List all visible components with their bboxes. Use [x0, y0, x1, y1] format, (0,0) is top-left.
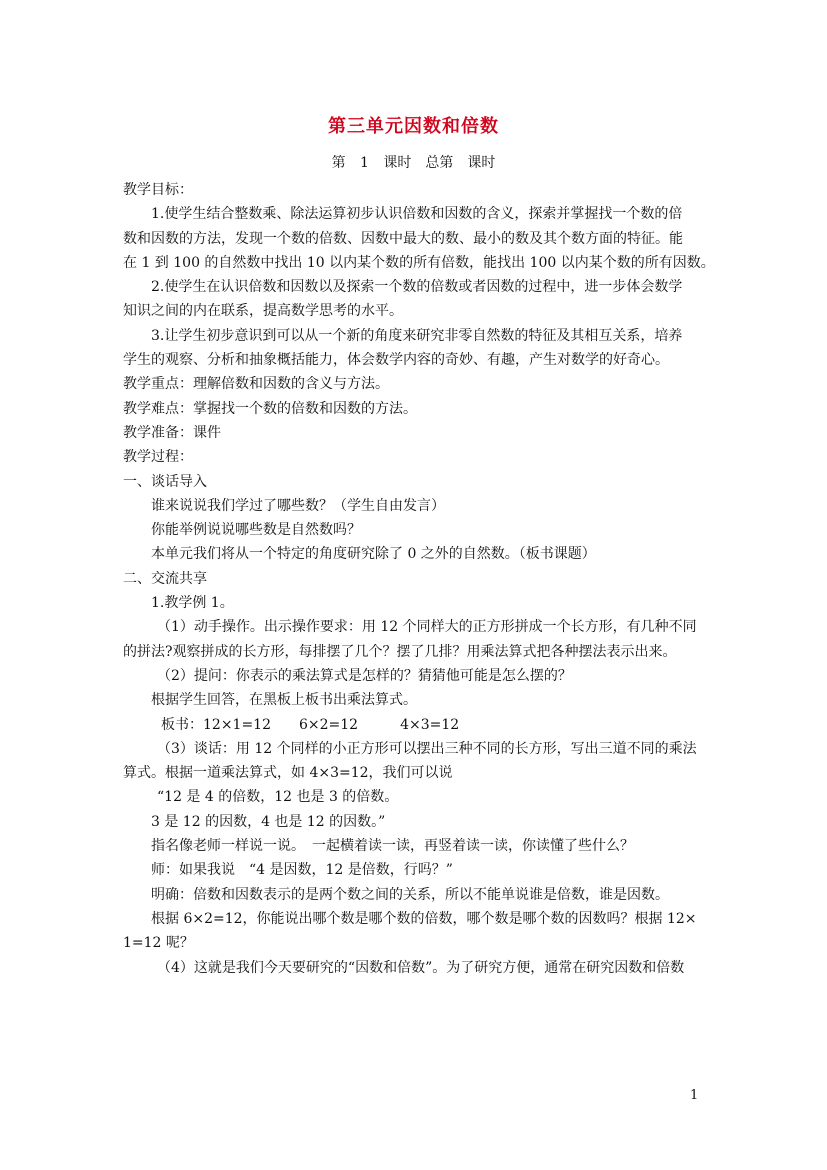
paragraph-line: 你能举例说说哪些数是自然数吗？ [151, 522, 361, 539]
paragraph-line: 师：如果我说 “4 是因数，12 是倍数，行吗？” [151, 862, 453, 879]
page-title: 第三单元因数和倍数 [328, 116, 499, 137]
section-heading: 教学难点：掌握找一个数的倍数和因数的方法。 [123, 400, 417, 417]
paragraph-line: 在 1 到 100 的自然数中找出 10 以内某个数的所有倍数，能找出 100 以内某个数的所有因数。 [123, 254, 715, 271]
paragraph-line: 根据学生回答，在黑板上板书出乘法算式。 [151, 692, 417, 709]
section-heading: 二、交流共享 [123, 570, 207, 587]
section-heading: 教学过程： [123, 449, 193, 466]
section-heading: 教学准备：课件 [123, 424, 221, 441]
paragraph-line: 2.使学生在认识倍数和因数以及探索一个数的倍数或者因数的过程中，进一步体会数学 [151, 279, 683, 296]
paragraph-line: 明确：倍数和因数表示的是两个数之间的关系，所以不能单说谁是倍数，谁是因数。 [151, 886, 669, 903]
paragraph-line: 1.教学例 1。 [151, 595, 234, 612]
paragraph-line: 3.让学生初步意识到可以从一个新的角度来研究非零自然数的特征及其相互关系，培养 [151, 327, 683, 344]
lesson-info: 第 1 课时 总第 课时 [331, 155, 496, 171]
quote-line: 3 是 12 的因数，4 也是 12 的因数。” [151, 813, 386, 830]
board-writing: 板书：12×1=12 6×2=12 4×3=12 [161, 716, 460, 733]
paragraph-line: （2）提问：你表示的乘法算式是怎样的？猜猜他可能是怎么摆的？ [157, 667, 572, 684]
paragraph-line: 根据 6×2=12，你能说出哪个数是哪个数的倍数，哪个数是哪个数的因数吗？根据 12× [151, 910, 697, 927]
paragraph-line: （1）动手操作。出示操作要求：用 12 个同样大的正方形拼成一个长方形，有几种不同 [157, 619, 697, 636]
paragraph-line: 1=12 呢？ [123, 935, 194, 952]
paragraph-line: 指名像老师一样说一说。 一起横着读一读，再竖着读一读，你读懂了些什么？ [151, 838, 634, 855]
paragraph-line: 谁来说说我们学过了哪些数？（学生自由发言） [151, 497, 445, 514]
paragraph-line: （4）这就是我们今天要研究的“因数和倍数”。为了研究方便，通常在研究因数和倍数 [157, 959, 685, 976]
paragraph-line: 本单元我们将从一个特定的角度研究除了 0 之外的自然数。（板书课题） [151, 546, 596, 563]
paragraph-line: 1.使学生结合整数乘、除法运算初步认识倍数和因数的含义，探索并掌握找一个数的倍 [151, 206, 683, 223]
section-heading: 教学重点：理解倍数和因数的含义与方法。 [123, 376, 389, 393]
quote-line: “12 是 4 的倍数，12 也是 3 的倍数。 [157, 789, 399, 806]
document-body [123, 178, 715, 980]
paragraph-line: 的拼法?观察拼成的长方形，每排摆了几个？摆了几排？用乘法算式把各种摆法表示出来。 [123, 643, 677, 660]
section-heading: 教学目标： [123, 182, 193, 198]
paragraph-line: 算式。根据一道乘法算式，如 4×3=12，我们可以说 [123, 765, 453, 782]
paragraph-line: （3）谈话：用 12 个同样的小正方形可以摆出三种不同的长方形，写出三道不同的乘法 [157, 740, 697, 757]
page-number: 1 [690, 1088, 699, 1103]
section-heading: 一、谈话导入 [123, 473, 207, 490]
paragraph-line: 学生的观察、分析和抽象概括能力，体会数学内容的奇妙、有趣，产生对数学的好奇心。 [123, 352, 669, 369]
paragraph-line: 数和因数的方法，发现一个数的倍数、因数中最大的数、最小的数及其个数方面的特征。能 [123, 230, 683, 247]
paragraph-line: 知识之间的内在联系，提高数学思考的水平。 [123, 303, 403, 320]
